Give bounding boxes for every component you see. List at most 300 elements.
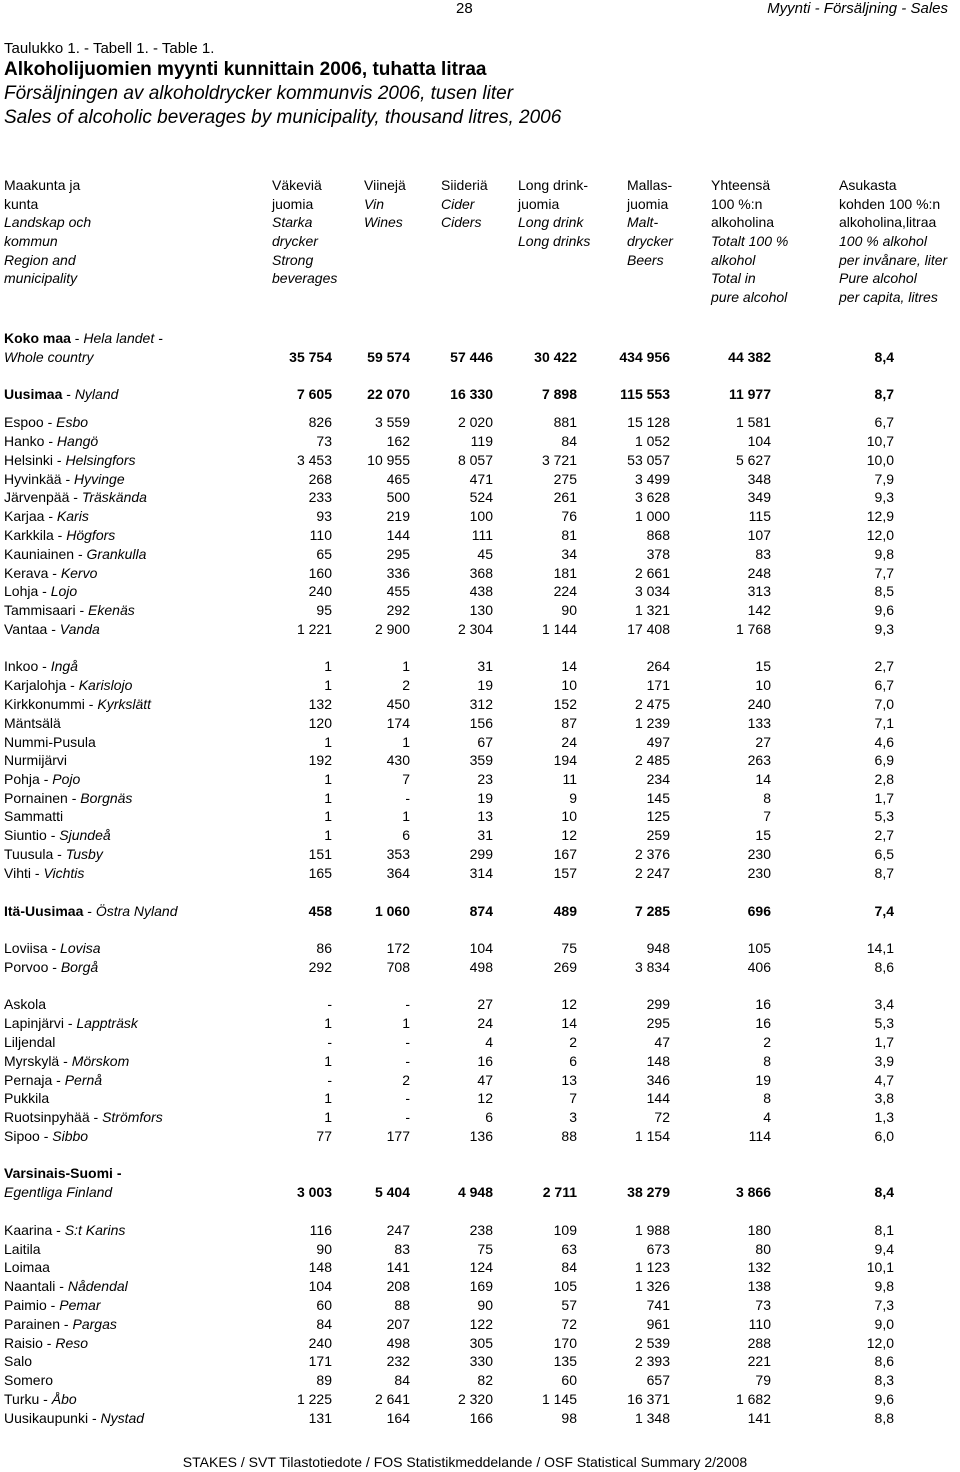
table-cell: 35 754 — [289, 349, 332, 365]
table-cell: 221 — [747, 1353, 771, 1369]
table-cell: 142 — [747, 602, 771, 618]
name-swedish: Vichtis — [43, 865, 85, 881]
table-cell: 75 — [561, 940, 577, 956]
name-finnish: Turku — [4, 1391, 40, 1407]
table-cell: 10 955 — [367, 452, 410, 468]
table-cell: 15 128 — [627, 414, 670, 430]
name-finnish: Vihti — [4, 865, 31, 881]
table-cell: 22 070 — [367, 386, 410, 402]
table-cell: 27 — [755, 734, 771, 750]
table-cell: 14 — [561, 658, 577, 674]
table-cell: 180 — [747, 1222, 771, 1238]
municipality-name: Karjaa - Karis — [4, 508, 89, 524]
table-cell: 430 — [386, 752, 410, 768]
name-swedish: Egentliga Finland — [4, 1184, 113, 1200]
name-swedish: Mörskom — [71, 1053, 130, 1069]
table-cell: 5 404 — [374, 1184, 410, 1200]
table-cell: 24 — [561, 734, 577, 750]
table-cell: 219 — [386, 508, 410, 524]
header-line: Siideriä — [441, 177, 488, 193]
table-cell: 16 330 — [450, 386, 493, 402]
name-finnish: Karkkila — [4, 527, 54, 543]
header-line: kunta — [4, 195, 39, 212]
table-cell: 2 020 — [457, 414, 493, 430]
municipality-name: Ruotsinpyhää - Strömfors — [4, 1109, 163, 1125]
table-cell: 234 — [646, 771, 670, 787]
name-finnish: Itä-Uusimaa — [4, 903, 84, 919]
header-line: Ciders — [441, 214, 482, 231]
municipality-name: Naantali - Nådendal — [4, 1278, 128, 1294]
name-finnish: Pernaja — [4, 1072, 53, 1088]
table-cell: 346 — [646, 1072, 670, 1088]
table-cell: 498 — [469, 959, 493, 975]
table-row — [0, 452, 960, 471]
municipality-name: Karkkila - Högfors — [4, 527, 116, 543]
table-cell: 874 — [469, 903, 493, 919]
table-cell: 47 — [654, 1034, 670, 1050]
name-swedish: Esbo — [56, 414, 89, 430]
name-swedish: Pemar — [59, 1297, 101, 1313]
table-row — [0, 1053, 960, 1072]
table-cell: 19 — [477, 790, 493, 806]
table-cell: 1 321 — [634, 602, 670, 618]
table-cell: 45 — [477, 546, 493, 562]
table-cell: 174 — [386, 715, 410, 731]
name-finnish: Laitila — [4, 1241, 41, 1257]
table-cell: 38 279 — [627, 1184, 670, 1200]
name-finnish: Helsinki — [4, 452, 54, 468]
name-finnish: Askola — [4, 996, 47, 1012]
municipality-name: Pornainen - Borgnäs — [4, 790, 133, 806]
table-cell: 2,8 — [874, 771, 894, 787]
table-cell: - — [405, 1090, 410, 1106]
municipality-name — [4, 349, 93, 365]
name-swedish: Reso — [55, 1335, 89, 1351]
name-swedish: Kyrkslätt — [97, 696, 152, 712]
table-cell: 7 — [402, 771, 410, 787]
municipality-name — [4, 1165, 121, 1181]
header-line: Asukasta — [839, 177, 897, 193]
table-cell: 135 — [553, 1353, 577, 1369]
table-cell: 7,3 — [874, 1297, 894, 1313]
table-cell: 177 — [386, 1128, 410, 1144]
table-cell: 10 — [561, 677, 577, 693]
header-line: Viinejä — [364, 177, 406, 193]
table-cell: 1,7 — [874, 790, 894, 806]
table-cell: - — [405, 1053, 410, 1069]
table-cell: 2 376 — [634, 846, 670, 862]
table-cell: 1 — [324, 790, 332, 806]
table-cell: 14 — [755, 771, 771, 787]
municipality-name: Myrskylä - Mörskom — [4, 1053, 130, 1069]
table-cell: 268 — [308, 471, 332, 487]
municipality-name: Sipoo - Sibbo — [4, 1128, 89, 1144]
table-cell: 1 — [324, 808, 332, 824]
municipality-name: Helsinki - Helsingfors — [4, 452, 136, 468]
table-cell: 15 — [755, 827, 771, 843]
table-cell: 2 — [402, 677, 410, 693]
header-line: kommun — [4, 233, 58, 250]
table-cell: 23 — [477, 771, 493, 787]
table-cell: - — [405, 1034, 410, 1050]
table-cell: 1 144 — [541, 621, 577, 637]
table-cell: 105 — [747, 940, 771, 956]
table-row — [0, 1128, 960, 1147]
table-cell: 9,3 — [874, 621, 894, 637]
table-cell: 84 — [316, 1316, 332, 1332]
header-line: municipality — [4, 270, 78, 287]
table-cell: 90 — [561, 602, 577, 618]
header-line: Total in — [711, 270, 756, 287]
table-row — [0, 1015, 960, 1034]
table-cell: 6,9 — [874, 752, 894, 768]
table-cell: 12,0 — [866, 1335, 894, 1351]
table-cell: 8,7 — [874, 865, 894, 881]
table-cell: 2 — [569, 1034, 577, 1050]
table-cell: 110 — [748, 1316, 771, 1332]
table-cell: 11 977 — [728, 386, 771, 402]
table-cell: 111 — [471, 527, 493, 543]
name-finnish: Hanko — [4, 433, 45, 449]
municipality-name — [4, 808, 63, 824]
table-cell: 7 605 — [296, 386, 332, 402]
table-cell: 7,0 — [874, 696, 894, 712]
table-cell: 115 — [748, 508, 771, 524]
table-cell: 122 — [469, 1316, 493, 1332]
table-cell: 136 — [469, 1128, 493, 1144]
table-cell: 84 — [561, 433, 577, 449]
table-cell: 292 — [386, 602, 410, 618]
name-finnish: Nummi-Pusula — [4, 734, 96, 750]
table-cell: 6,7 — [874, 414, 894, 430]
table-cell: 314 — [469, 865, 493, 881]
municipality-name: Vantaa - Vanda — [4, 621, 100, 637]
table-cell: 5,3 — [874, 1015, 894, 1031]
header-line: kohden 100 %:n — [839, 195, 941, 212]
table-cell: 72 — [654, 1109, 670, 1125]
table-cell: 240 — [747, 696, 771, 712]
table-cell: 120 — [308, 715, 332, 731]
table-cell: 208 — [386, 1278, 410, 1294]
table-cell: 9,3 — [874, 489, 894, 505]
table-cell: 9,4 — [874, 1241, 894, 1257]
name-swedish: Lappträsk — [76, 1015, 138, 1031]
table-cell: 438 — [469, 583, 493, 599]
table-cell: 104 — [308, 1278, 332, 1294]
table-cell: 364 — [386, 865, 410, 881]
header-line: pure alcohol — [711, 289, 788, 306]
table-row — [0, 1184, 960, 1203]
table-cell: 164 — [386, 1410, 410, 1426]
table-cell: 152 — [553, 696, 577, 712]
table-row — [0, 527, 960, 546]
header-line: Wines — [364, 214, 403, 231]
table-cell: 1 — [324, 1015, 332, 1031]
table-cell: 63 — [561, 1241, 577, 1257]
table-cell: 6,7 — [874, 677, 894, 693]
table-cell: 5 627 — [735, 452, 771, 468]
table-cell: 348 — [747, 471, 771, 487]
table-cell: 7 — [763, 808, 771, 824]
header-line: Strong — [272, 251, 314, 268]
table-cell: 9,8 — [874, 1278, 894, 1294]
table-cell: 240 — [308, 1335, 332, 1351]
table-cell: 104 — [469, 940, 493, 956]
name-swedish: Östra Nyland — [95, 903, 178, 919]
name-swedish: Karislojo — [78, 677, 133, 693]
table-cell: - — [327, 996, 332, 1012]
table-cell: 170 — [553, 1335, 577, 1351]
name-finnish: Lapinjärvi — [4, 1015, 64, 1031]
header-line: Vin — [364, 195, 384, 212]
municipality-name — [4, 1184, 112, 1200]
header-line: juomia — [272, 195, 314, 212]
table-cell: 349 — [747, 489, 771, 505]
table-cell: 741 — [646, 1297, 670, 1313]
name-swedish: Pernå — [64, 1072, 103, 1088]
table-cell: 83 — [394, 1241, 410, 1257]
name-finnish: Kirkkonummi — [4, 696, 85, 712]
table-cell: 5,3 — [874, 808, 894, 824]
header-line: per capita, litres — [839, 289, 938, 306]
table-cell: 1 123 — [634, 1259, 670, 1275]
name-swedish: Nyland — [74, 386, 119, 402]
table-cell: 76 — [561, 508, 577, 524]
name-finnish: Myrskylä — [4, 1053, 60, 1069]
table-cell: 9,8 — [874, 546, 894, 562]
table-cell: 232 — [386, 1353, 410, 1369]
table-cell: 31 — [477, 658, 493, 674]
name-finnish: Karjaa — [4, 508, 45, 524]
table-cell: 6 — [485, 1109, 493, 1125]
table-cell: 881 — [553, 414, 577, 430]
table-cell: 1 052 — [634, 433, 670, 449]
table-row — [0, 827, 960, 846]
municipality-name: Uusimaa - Nyland — [4, 386, 119, 402]
table-cell: 4,6 — [874, 734, 894, 750]
municipality-name: Kerava - Kervo — [4, 565, 98, 581]
table-cell: 657 — [646, 1372, 670, 1388]
table-cell: 2 — [402, 1072, 410, 1088]
table-cell: 16 — [755, 1015, 771, 1031]
name-finnish: Lohja — [4, 583, 39, 599]
table-cell: - — [405, 1109, 410, 1125]
name-finnish: Porvoo — [4, 959, 49, 975]
header-wines — [364, 176, 406, 232]
table-cell: 2 539 — [634, 1335, 670, 1351]
table-row — [0, 414, 960, 433]
table-row — [0, 1034, 960, 1053]
table-cell: 192 — [308, 752, 332, 768]
header-spirits — [272, 176, 337, 288]
municipality-name — [4, 1353, 32, 1369]
municipality-name: Itä-Uusimaa - Östra Nyland — [4, 903, 178, 919]
table-cell: 47 — [477, 1072, 493, 1088]
name-swedish: Grankulla — [86, 546, 147, 562]
table-cell: 312 — [469, 696, 493, 712]
table-cell: 83 — [755, 546, 771, 562]
table-cell: 3 559 — [374, 414, 410, 430]
table-cell: 230 — [747, 846, 771, 862]
table-cell: 8,4 — [874, 349, 894, 365]
table-cell: 6 — [569, 1053, 577, 1069]
table-cell: 105 — [553, 1278, 577, 1294]
table-cell: 75 — [477, 1241, 493, 1257]
municipality-name — [4, 734, 96, 750]
table-cell: 114 — [748, 1128, 771, 1144]
table-cell: 7 — [569, 1090, 577, 1106]
municipality-name: Hyvinkää - Hyvinge — [4, 471, 125, 487]
name-finnish: Paimio — [4, 1297, 47, 1313]
table-cell: 162 — [386, 433, 410, 449]
table-cell: 116 — [309, 1222, 332, 1238]
table-cell: 90 — [316, 1241, 332, 1257]
table-cell: 948 — [646, 940, 670, 956]
header-line: Mallas- — [627, 177, 673, 193]
table-row — [0, 771, 960, 790]
name-swedish: Helsingfors — [65, 452, 136, 468]
table-cell: 9,6 — [874, 1391, 894, 1407]
table-cell: 1 — [402, 658, 410, 674]
table-row — [0, 433, 960, 452]
table-cell: 288 — [747, 1335, 771, 1351]
name-finnish: Ruotsinpyhää — [4, 1109, 90, 1125]
title-finnish: Alkoholijuomien myynti kunnittain 2006, tuhatta litraa — [4, 59, 487, 80]
name-finnish: Varsinais-Suomi - — [4, 1165, 122, 1181]
table-cell: 471 — [469, 471, 493, 487]
table-row — [0, 1353, 960, 1372]
table-cell: 489 — [553, 903, 577, 919]
table-cell: 1 — [324, 1053, 332, 1069]
name-swedish: Åbo — [51, 1391, 77, 1407]
table-row — [0, 1222, 960, 1241]
table-cell: 145 — [646, 790, 670, 806]
table-cell: 88 — [561, 1128, 577, 1144]
table-cell: 524 — [469, 489, 493, 505]
table-row — [0, 583, 960, 602]
header-region — [4, 176, 91, 288]
table-row — [0, 846, 960, 865]
table-cell: 8 — [763, 790, 771, 806]
table-cell: 109 — [553, 1222, 577, 1238]
table-cell: 30 422 — [534, 349, 577, 365]
table-cell: 166 — [469, 1410, 493, 1426]
table-cell: 1 — [324, 1109, 332, 1125]
table-cell: 8,7 — [874, 386, 894, 402]
header-line: drycker — [272, 233, 318, 250]
table-cell: 224 — [553, 583, 577, 599]
table-cell: 2 247 — [634, 865, 670, 881]
table-cell: 86 — [316, 940, 332, 956]
header-line: alkohol — [711, 251, 756, 268]
table-cell: 7,9 — [874, 471, 894, 487]
municipality-name: Pohja - Pojo — [4, 771, 81, 787]
table-cell: 1 — [402, 1015, 410, 1031]
name-swedish: S:t Karins — [64, 1222, 126, 1238]
table-cell: 13 — [477, 808, 493, 824]
table-row — [0, 734, 960, 753]
table-cell: 104 — [747, 433, 771, 449]
table-cell: 10 — [755, 677, 771, 693]
municipality-name: Tuusula - Tusby — [4, 846, 103, 862]
table-cell: 172 — [386, 940, 410, 956]
municipality-name — [4, 1372, 53, 1388]
header-line: drycker — [627, 233, 673, 250]
table-row — [0, 903, 960, 922]
table-cell: 2,7 — [874, 658, 894, 674]
table-cell: 110 — [309, 527, 332, 543]
table-cell: 8,8 — [874, 1410, 894, 1426]
table-cell: 353 — [386, 846, 410, 862]
table-cell: 10,0 — [866, 452, 894, 468]
municipality-name: Inkoo - Ingå — [4, 658, 78, 674]
table-cell: 1 060 — [374, 903, 410, 919]
table-cell: 406 — [747, 959, 771, 975]
name-swedish: Hangö — [56, 433, 99, 449]
table-cell: 275 — [553, 471, 577, 487]
table-cell: 4 948 — [457, 1184, 493, 1200]
table-cell: 299 — [646, 996, 670, 1012]
table-cell: 1 326 — [634, 1278, 670, 1294]
table-row — [0, 1072, 960, 1091]
table-cell: 156 — [469, 715, 493, 731]
table-cell: 1 — [324, 658, 332, 674]
table-cell: 2 304 — [457, 621, 493, 637]
municipality-name — [4, 1259, 50, 1275]
table-cell: 131 — [308, 1410, 332, 1426]
municipality-name: Järvenpää - Träskända — [4, 489, 147, 505]
header-line: per invånare, liter — [839, 251, 948, 268]
name-finnish: Espoo — [4, 414, 44, 430]
name-swedish: Nystad — [100, 1410, 145, 1426]
table-cell: 1 239 — [634, 715, 670, 731]
name-finnish: Liljendal — [4, 1034, 56, 1050]
table-cell: 2,7 — [874, 827, 894, 843]
table-cell: 1 000 — [634, 508, 670, 524]
name-swedish: Hela landet - — [83, 330, 163, 346]
table-cell: 1 581 — [735, 414, 771, 430]
table-row — [0, 508, 960, 527]
name-finnish: Loimaa — [4, 1259, 50, 1275]
table-cell: 12 — [477, 1090, 493, 1106]
table-row — [0, 1109, 960, 1128]
table-cell: 263 — [747, 752, 771, 768]
name-swedish: Lojo — [50, 583, 78, 599]
table-cell: 72 — [561, 1316, 577, 1332]
name-finnish: Kerava — [4, 565, 49, 581]
table-cell: 151 — [308, 846, 332, 862]
name-finnish: Pornainen — [4, 790, 68, 806]
municipality-name: Tammisaari - Ekenäs — [4, 602, 135, 618]
header-line: Pure alcohol — [839, 270, 917, 287]
table-cell: 8,6 — [874, 959, 894, 975]
table-row — [0, 996, 960, 1015]
name-swedish: Ekenäs — [88, 602, 135, 618]
table-cell: 2 900 — [374, 621, 410, 637]
table-row — [0, 1259, 960, 1278]
title-swedish: Försäljningen av alkoholdrycker kommunvis 2006, tusen liter — [4, 83, 514, 104]
table-cell: 130 — [469, 602, 493, 618]
table-cell: 53 057 — [627, 452, 670, 468]
table-row — [0, 1165, 960, 1184]
table-cell: 59 574 — [367, 349, 410, 365]
name-swedish: Ingå — [50, 658, 78, 674]
table-cell: 961 — [646, 1316, 670, 1332]
header-line: juomia — [627, 195, 669, 212]
table-cell: 31 — [477, 827, 493, 843]
municipality-name: Lapinjärvi - Lappträsk — [4, 1015, 138, 1031]
table-cell: 84 — [394, 1372, 410, 1388]
